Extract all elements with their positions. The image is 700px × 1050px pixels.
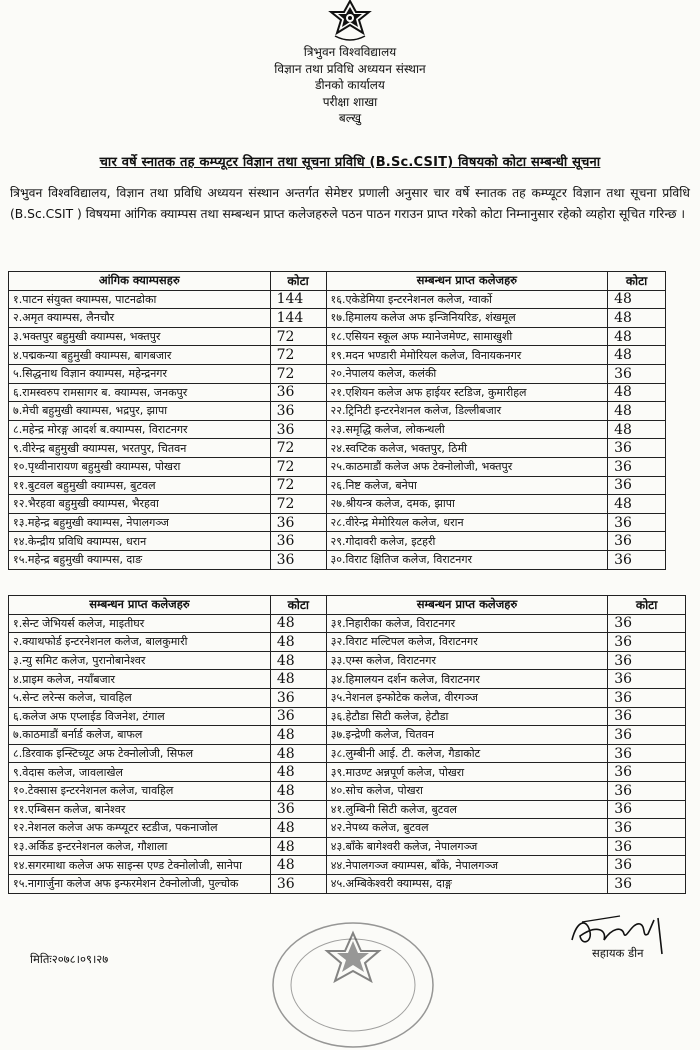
quota-cell: 36 [608,874,686,893]
institution-name-cell: ३९.माउण्ट अन्नपूर्ण कलेज, पोखरा [326,763,607,782]
quota-cell: 48 [270,651,326,670]
institution-name-cell: १४.सगरमाथा कलेज अफ साइन्स एण्ड टेक्नोलोजी, सानेपा [9,856,271,875]
table-row [9,550,666,569]
institution-name-cell: १२.भैरहवा बहुमुखी क्याम्पस, भैरहवा [9,495,271,514]
table-row [9,633,686,652]
institution-name-cell: ३६.हेटौडा सिटी कलेज, हेटौडा [326,707,607,726]
institution-name-cell: ४१.लुम्बिनी सिटी कलेज, बुटवल [326,800,607,819]
quota-cell: 72 [270,346,326,365]
institution-name-cell: ३८.लुम्बीनी आई. टी. कलेज, गैडाकोट [326,744,607,763]
institution-name-cell: २७.श्रीयन्त्र कलेज, दमक, झापा [326,495,608,514]
institution-name-cell: ३४.हिमालयन दर्शन कलेज, विराटनगर [326,670,607,689]
table-row [9,688,686,707]
quota-cell: 36 [270,688,326,707]
quota-cell: 48 [270,726,326,745]
quota-cell: 36 [608,532,666,551]
table-row [9,614,686,633]
institution-name-cell: ९.वीरेन्द्र बहुमुखी क्याम्पस, भरतपुर, चितवन [9,439,271,458]
quota-cell: 48 [608,402,666,421]
quota-cell: 36 [270,532,326,551]
column-header: सम्बन्धन प्राप्त कलेजहरु [9,596,271,615]
institution-name-cell: ८.महेन्द्र मोरङ्ग आदर्श ब.क्याम्पस, विराटनगर [9,420,271,439]
table-row [9,420,666,439]
quota-cell: 72 [270,364,326,383]
quota-cell: 36 [608,457,666,476]
table-row [9,744,686,763]
table-row [9,726,686,745]
institution-name-cell: १३.महेन्द्र बहुमुखी क्याम्पस, नेपालगञ्ज [9,513,271,532]
header-dean-office: डीनको कार्यालय [315,78,385,92]
institution-name-cell: २.अमृत क्याम्पस, लैनचौर [9,309,271,328]
institution-name-cell: १५.महेन्द्र बहुमुखी क्याम्पस, दाङ [9,550,271,569]
quota-cell: 36 [608,726,686,745]
institution-name-cell: १.सेन्ट जेभियर्स कलेज, माइतीघर [9,614,271,633]
quota-cell: 36 [608,688,686,707]
quota-cell: 72 [270,457,326,476]
institution-name-cell: ८.डिरवाक इन्स्टिच्यूट अफ टेक्नोलोजी, सिफल [9,744,271,763]
institution-name-cell: २१.एशियन कलेज अफ हाईयर स्टडिज, कुमारीहल [326,383,608,402]
table-header-row [9,596,686,615]
institution-name-cell: १२.नेशनल कलेज अफ कम्प्यूटर स्टडीज, पकनाजोल [9,819,271,838]
quota-cell: 36 [270,513,326,532]
notice-intro: त्रिभुवन विश्वविद्यालय, विज्ञान तथा प्रविधि अध्ययन संस्थान अन्तर्गत सेमेष्टर प्रणाली अनुसार चार वर्षे स्नातक तह कम्प्यूटर विज्ञान तथा सूचना प्रविधि (B.Sc.CSIT ) विषयमा आंगिक क्याम्पस तथा सम्बन्धन प्राप्त कलेजहरुले पठन पाठन गराउन प्राप्त गरेको कोटा निम्नानुसार रहेको व्यहोरा सूचित गरिन्छ । [10,186,690,221]
quota-cell: 48 [608,290,666,309]
institution-name-cell: ४.पद्मकन्या बहुमुखी क्याम्पस, बागबजार [9,346,271,365]
quota-cell: 48 [270,614,326,633]
official-seal-icon [265,905,440,1050]
institution-name-cell: २४.स्वप्टिक कलेज, भक्तपुर, ठिमी [326,439,608,458]
quota-cell: 48 [270,763,326,782]
institution-name-cell: ३.न्यु समिट कलेज, पुरानोबानेश्वर [9,651,271,670]
table-row [9,874,686,893]
table-row [9,800,686,819]
quota-cell: 48 [270,633,326,652]
quota-table-affiliated [8,595,686,894]
institution-name-cell: २२.ट्रिनिटी इन्टरनेशनल कलेज, डिल्लीबजार [326,402,608,421]
table-row [9,402,666,421]
institution-name-cell: ५.सेन्ट लरेन्स कलेज, चावहिल [9,688,271,707]
institution-name-cell: २५.काठमाडौं कलेज अफ टेक्नोलोजी, भक्तपुर [326,457,608,476]
notice-title: चार वर्षे स्नातक तह कम्प्यूटर विज्ञान तथा सूचना प्रविधि (B.Sc.CSIT) विषयको कोटा सम्बन्धी सूचना [99,155,601,170]
table-row [9,532,666,551]
institution-name-cell: ७.काठमाडौं बर्नार्ड कलेज, बाफल [9,726,271,745]
quota-cell: 36 [270,800,326,819]
institution-name-cell: ४.प्राइम कलेज, नयाँबजार [9,670,271,689]
quota-cell: 48 [270,837,326,856]
quota-cell: 72 [270,439,326,458]
column-header: कोटा [270,272,326,291]
table-row [9,346,666,365]
quota-cell: 144 [270,290,326,309]
quota-cell: 48 [270,670,326,689]
institution-name-cell: ५.सिद्धनाथ विज्ञान क्याम्पस, महेन्द्रनगर [9,364,271,383]
table-row [9,763,686,782]
quota-cell: 48 [270,819,326,838]
institution-name-cell: २९.गोदावरी कलेज, इटहरी [326,532,608,551]
quota-cell: 72 [270,327,326,346]
column-header: कोटा [608,596,686,615]
institution-name-cell: २.क्याथफोर्ड इन्टरनेशनल कलेज, बालकुमारी [9,633,271,652]
quota-cell: 36 [608,744,686,763]
quota-cell: 48 [608,383,666,402]
institution-name-cell: १९.मदन भण्डारी मेमोरियल कलेज, विनायकनगर [326,346,608,365]
quota-cell: 36 [270,874,326,893]
table-row [9,457,666,476]
quota-cell: 36 [270,707,326,726]
table-row [9,707,686,726]
institution-name-cell: २०.नेपालय कलेज, कलंकी [326,364,608,383]
quota-cell: 36 [270,420,326,439]
institution-name-cell: ११.बुटवल बहुमुखी क्याम्पस, बुटवल [9,476,271,495]
quota-cell: 36 [608,476,666,495]
institution-name-cell: ४५.अम्बिकेश्वरी क्याम्पस, दाङ्ग [326,874,607,893]
institution-name-cell: १०.पृथ्वीनारायण बहुमुखी क्याम्पस, पोखरा [9,457,271,476]
table-header-row [9,272,666,291]
column-header: कोटा [608,272,666,291]
quota-cell: 48 [270,781,326,800]
institution-name-cell: ३०.विराट क्षितिज कलेज, विराटनगर [326,550,608,569]
quota-cell: 36 [608,707,686,726]
table-row [9,495,666,514]
institution-name-cell: ७.मेची बहुमुखी क्याम्पस, भद्रपुर, झापा [9,402,271,421]
institution-name-cell: १४.केन्द्रीय प्रविधि क्याम्पस, धरान [9,532,271,551]
quota-table-constituent [8,271,666,570]
table-row [9,327,666,346]
institution-name-cell: ३२.विराट मल्टिपल कलेज, विराटनगर [326,633,607,652]
quota-cell: 48 [608,346,666,365]
table-row [9,364,666,383]
quota-cell: 36 [608,837,686,856]
institution-name-cell: १.पाटन संयुक्त क्याम्पस, पाटनढोका [9,290,271,309]
table-row [9,309,666,328]
institution-name-cell: ४०.सोच कलेज, पोखरा [326,781,607,800]
quota-cell: 48 [270,856,326,875]
institution-name-cell: ४२.नेपथ्य कलेज, बुटवल [326,819,607,838]
institution-name-cell: २६.निष्ट कलेज, बनेपा [326,476,608,495]
table-row [9,651,686,670]
institution-name-cell: १७.हिमालय कलेज अफ इन्जिनियरिङ, शंखमूल [326,309,608,328]
quota-cell: 36 [608,633,686,652]
header-institute: विज्ञान तथा प्रविधि अध्ययन संस्थान [274,61,426,76]
institution-name-cell: १३.अर्किड इन्टरनेशनल कलेज, गौशाला [9,837,271,856]
university-logo-icon [325,0,375,42]
quota-cell: 36 [608,550,666,569]
table-row [9,856,686,875]
column-header: सम्बन्धन प्राप्त कलेजहरु [326,596,607,615]
institution-name-cell: १६.एकेडेमिया इन्टरनेशनल कलेज, ग्वार्को [326,290,608,309]
institution-name-cell: ३१.निहारीका कलेज, विराटनगर [326,614,607,633]
institution-name-cell: ६.कलेज अफ एप्लाईड विजनेश, टंगाल [9,707,271,726]
quota-cell: 48 [608,309,666,328]
institution-name-cell: २३.समृद्धि कलेज, लोकन्थली [326,420,608,439]
table-row [9,837,686,856]
quota-cell: 48 [270,744,326,763]
header-exam-section: परीक्षा शाखा [322,94,378,109]
table-row [9,781,686,800]
quota-cell: 36 [270,402,326,421]
institution-name-cell: ४४.नेपालगञ्ज क्याम्पस, बाँके, नेपालगञ्ज [326,856,607,875]
quota-cell: 36 [608,781,686,800]
quota-cell: 36 [608,856,686,875]
quota-cell: 48 [608,420,666,439]
quota-cell: 36 [608,670,686,689]
quota-cell: 36 [608,439,666,458]
office-header [0,44,700,127]
header-location: बल्खु [338,111,362,125]
institution-name-cell: २८.वीरेन्द्र मेमोरियल कलेज, धरान [326,513,608,532]
quota-cell: 48 [608,327,666,346]
quota-cell: 36 [608,800,686,819]
table-row [9,819,686,838]
quota-cell: 36 [270,383,326,402]
column-header: सम्बन्धन प्राप्त कलेजहरु [326,272,608,291]
table-row [9,290,666,309]
table-row [9,513,666,532]
table-row [9,439,666,458]
institution-name-cell: ४३.बाँके बागेश्वरी कलेज, नेपालगञ्ज [326,837,607,856]
column-header: कोटा [270,596,326,615]
institution-name-cell: ६.रामस्वरुप रामसागर ब. क्याम्पस, जनकपुर [9,383,271,402]
quota-cell: 72 [270,476,326,495]
header-university: त्रिभुवन विश्वविद्यालय [303,45,397,59]
institution-name-cell: ३५.नेशनल इन्फोटेक कलेज, वीरगञ्ज [326,688,607,707]
table-row [9,670,686,689]
institution-name-cell: ९.वेदास कलेज, जावलाखेल [9,763,271,782]
institution-name-cell: १०.टेक्सास इन्टरनेशनल कलेज, चावहिल [9,781,271,800]
quota-cell: 36 [608,364,666,383]
quota-cell: 36 [608,763,686,782]
quota-cell: 36 [608,651,686,670]
quota-cell: 144 [270,309,326,328]
quota-cell: 48 [608,495,666,514]
institution-name-cell: १८.एसियन स्कूल अफ म्यानेजमेण्ट, सामाखुशी [326,327,608,346]
institution-name-cell: ३७.इन्द्रेणी कलेज, चितवन [326,726,607,745]
table-row [9,476,666,495]
quota-cell: 36 [270,550,326,569]
quota-cell: 36 [608,513,666,532]
quota-cell: 36 [608,614,686,633]
institution-name-cell: ११.एम्बिसन कलेज, बानेश्वर [9,800,271,819]
quota-cell: 36 [608,819,686,838]
signatory-title: सहायक डीन [592,946,644,960]
institution-name-cell: ३.भक्तपुर बहुमुखी क्याम्पस, भक्तपुर [9,327,271,346]
notice-date: मितिः२०७८।०९।२७ [30,952,109,966]
institution-name-cell: १५.नागार्जुना कलेज अफ इन्फरमेशन टेक्नोलोजी, पुल्चोक [9,874,271,893]
column-header: आंगिक क्याम्पसहरु [9,272,271,291]
institution-name-cell: ३३.एम्स कलेज, विराटनगर [326,651,607,670]
table-row [9,383,666,402]
quota-cell: 72 [270,495,326,514]
